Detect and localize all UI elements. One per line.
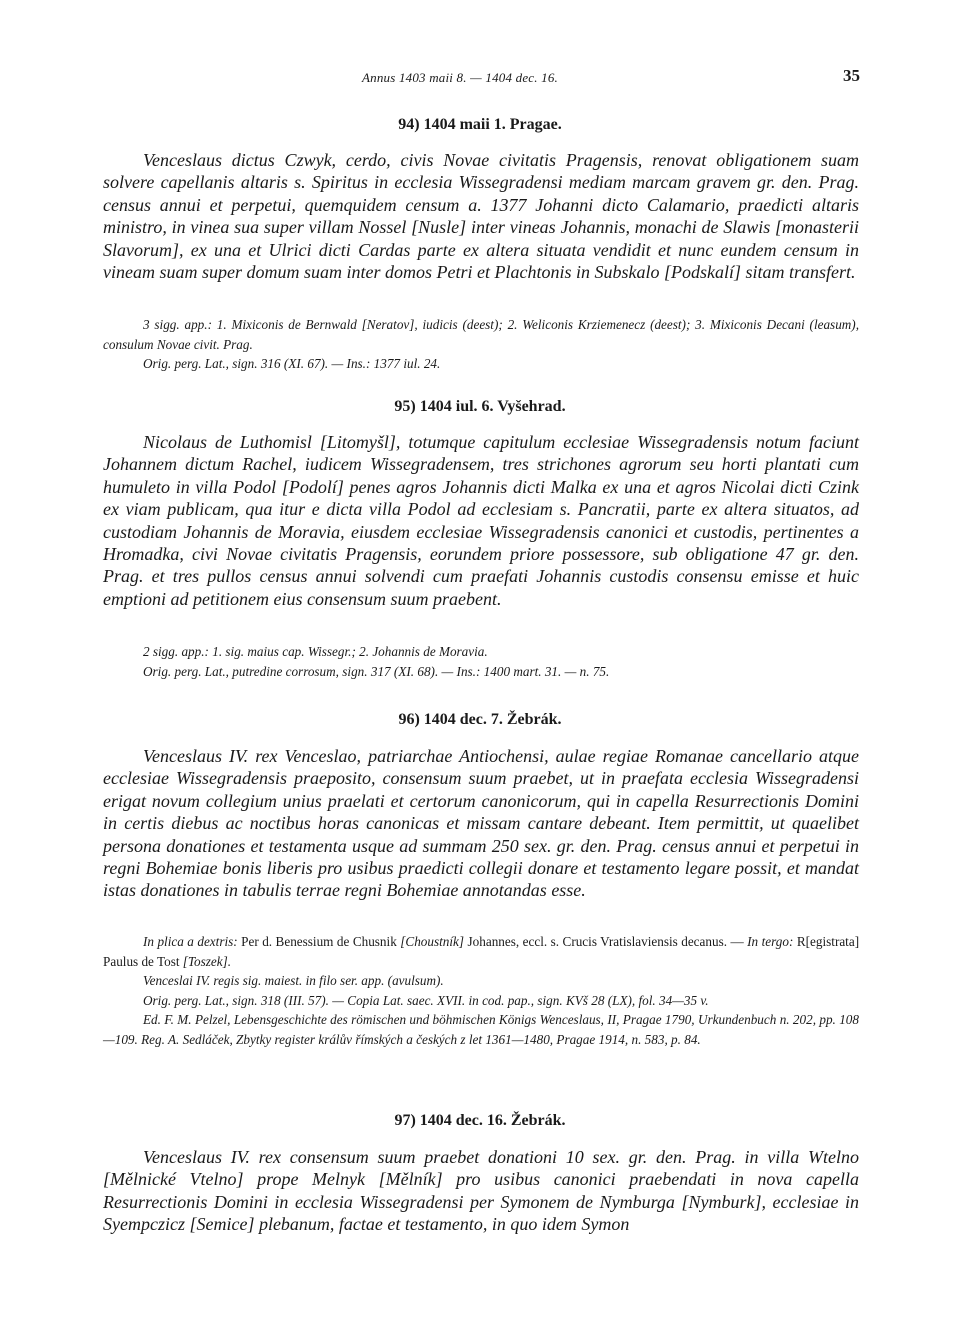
entry-96-edition-note: Ed. F. M. Pelzel, Lebensgeschichte des römischen und böhmischen Königs Wenceslaus, II, Pragae 1790, Urkundenbuch n. 202, pp. 108—109. Reg. A. Sedláček, Zbytky register králův římských a českých z let 1361—1480, Pragae 1914, n. 583, p. 84. xyxy=(103,1012,859,1047)
tergo-bracket: [Toszek]. xyxy=(182,953,232,969)
plica-text: Per d. Benessium de Chusnik xyxy=(241,934,397,949)
entry-97-heading: 97) 1404 dec. 16. Žebrák. xyxy=(394,1112,566,1129)
page-number: 35 xyxy=(843,66,860,85)
entry-94-seal-note: 3 sigg. app.: 1. Mixiconis de Bernwald [Neratov], iudicis (deest); 2. Weliconis Krziemenecz (deest); 3. Mixiconis Decani (leasum), consulum Novae civit. Prag. xyxy=(103,317,859,352)
entry-97-text: Venceslaus IV. rex consensum suum praebet donationi 10 sex. gr. den. Prag. in villa Wtelno [Mělnické Vtelno] prope Melnyk [Mělník] pro usibus canonici praebendati in nova capella Resurrectionis Domini in ecclesia Wissegradensi per Symonem de Nymburga [Nymburk], ecclesiae in Syempczicz [Semice] plebanum, factae et testamento, in quo idem Symon xyxy=(103,1147,859,1235)
entry-96-text: Venceslaus IV. rex Venceslao, patriarchae Antiochensi, aulae regiae Romanae cancellario atque ecclesiae Wissegradensis praeposito, consensum suum praebet, ut in praefata ecclesia Wissegradensi erigat novum collegium unius praelati et certorum canonicorum, qui in capella Resurrectionis Domini in certis diebus ac noctibus horas canonicas et missam cantare debeant. Item permittit, ut quaelibet persona donationes et testamenta usque ad summam 250 sex. gr. den. Prag. census annui et perpetui in regni Bohemiae bonis liberis pro usibus praedicti collegii donare et testamento legare possit, et mandat istas donationes in tabulis terrae regni Bohemiae annotandas esse. xyxy=(103,746,859,901)
entry-95-heading: 95) 1404 iul. 6. Vyšehrad. xyxy=(394,398,566,415)
entry-96-seal-note: Venceslai IV. regis sig. maiest. in filo ser. app. (avulsum). xyxy=(143,973,444,988)
entry-94-orig-note: Orig. perg. Lat., sign. 316 (XI. 67). — Ins.: 1377 iul. 24. xyxy=(143,356,441,371)
entry-94-heading: 94) 1404 maii 1. Pragae. xyxy=(398,116,562,133)
entry-94-notes xyxy=(103,315,859,374)
entry-96-heading: 96) 1404 dec. 7. Žebrák. xyxy=(398,711,562,728)
entry-96-plica-note xyxy=(103,932,859,971)
entry-95-text: Nicolaus de Luthomisl [Litomyšl], totumque capitulum ecclesiae Wissegradensis notum faciunt Johannem dictum Rachel, iudicem Wissegradensem, tres strichones agrorum seu horti plantati cum humuleto in villa Podol [Podolí] penes agros Johannis dicti Malka ex una et agros Nicolai dicti Czink ex viam publicam, qua itur e dicta villa Podol ad ecclesiam s. Pancratii, parte ex altera situatos, ad custodiam Johannis de Moravia, eiusdem ecclesiae Wissegradensis canonici et custodis, pertinentes a Hromadka, civi Novae civitatis Pragensis, eorundem priore possessore, sub obligatione 47 gr. den. Prag. et tres pullos census annui solvendi cum praefati Johannis custodis consensu emisse et huic emptioni ad petitionem eius consensum suum praebent. xyxy=(103,432,859,609)
tergo-text: R[egistrata] Paulus de Tost xyxy=(103,934,860,969)
plica-bracket: [Choustník] xyxy=(400,934,465,949)
entry-96-notes xyxy=(103,932,859,1049)
running-title: Annus 1403 maii 8. — 1404 dec. 16. xyxy=(362,70,559,85)
entry-94-text: Venceslaus dictus Czwyk, cerdo, civis Novae civitatis Pragensis, renovat obligationem suam solvere capellanis altaris s. Spiritus in ecclesia Wissegradensi mediam marcam gravem gr. den. Prag. census annui et perpetui, quemquidem censum a. 1377 Johanni dicto Calamario, praedicti altaris ministro, in vinea sua super villam Nossel [Nusle] inter vineas Johannis, monachi de Slawis [monasterii Slavorum], ex una et Ulrici dicti Cardas parte ex altera situata vendidit et nunc eundem censum in vineam suam super domum suam inter domos Petri et Plachtonis in Subskalo [Podskalí] sitam transfert. xyxy=(103,150,859,283)
tergo-label: In tergo: xyxy=(747,934,794,949)
plica-text-2: Johannes, eccl. s. Crucis Vratislaviensis decanus. — xyxy=(467,934,744,949)
entry-95-notes xyxy=(103,642,859,681)
entry-96-orig-note: Orig. perg. Lat., sign. 318 (III. 57). — Copia Lat. saec. XVII. in cod. pap., sign. KVš 28 (LX), fol. 34—35 v. xyxy=(143,992,709,1008)
entry-95-orig-note: Orig. perg. Lat., putredine corrosum, sign. 317 (XI. 68). — Ins.: 1400 mart. 31. — n. 75. xyxy=(143,663,610,679)
plica-label: In plica a dextris: xyxy=(143,934,238,949)
entry-95-seal-note: 2 sigg. app.: 1. sig. maius cap. Wissegr.; 2. Johannis de Moravia. xyxy=(143,644,488,659)
